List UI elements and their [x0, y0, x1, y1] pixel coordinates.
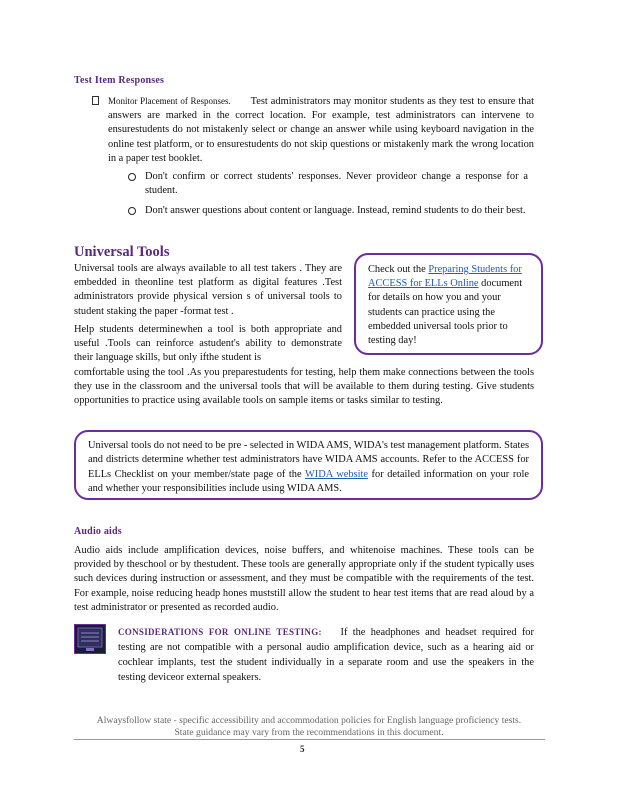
sub-bullet-2	[128, 204, 528, 218]
section-heading-universal-tools: Universal Tools	[74, 244, 170, 260]
universal-tools-para-1: Universal tools are always available to all test takers . They are embedded in theonline test platform as digital features .Test administrators provide physical version s of universal tools to student staking the paper -format test .	[74, 263, 342, 317]
square-bullet-icon	[92, 96, 99, 105]
callout-2-text-a: Universal tools do not need to be pre - selected in WIDA AMS, WIDA's test management platform. States and districts determine whether test administrators have WIDA AMS accounts. Refer to the ACCESS for ELLs Checklist on your member/state page of the	[88, 440, 529, 480]
callout-2-text-b: for detailed information on your role and whether your responsibilities include using WIDA AMS.	[88, 468, 529, 494]
considerations-text: If the headphones and headset required for testing are not compatible with a personal audio amplification device, such as a hearing aid or cochlear implants, test the student individually in a separate room and use the speakers in the testing deviceor external speakers.	[118, 627, 534, 683]
sub-bullet-1	[128, 170, 528, 198]
section-heading-test-item-responses: Test Item Responses	[74, 75, 165, 86]
universal-tools-para-2a: Help students determinewhen a tool is both appropriate and useful .Tools can reinforce astudent's ability to demonstrate their language skills, but only ifthe student is	[74, 324, 342, 364]
considerations-label: CONSIDERATIONS FOR ONLINE TESTING:	[118, 627, 322, 637]
circle-bullet-icon	[128, 207, 136, 215]
monitor-placement-bullet	[92, 94, 534, 166]
callout-wida-ams	[74, 430, 543, 500]
computer-screen-icon	[74, 624, 106, 654]
sub-bullet-1-text: Don't confirm or correct students' responses. Never provideor change a response for a student.	[145, 171, 528, 197]
footer	[74, 715, 544, 739]
page-number: 5	[300, 744, 305, 754]
circle-bullet-icon	[128, 173, 136, 181]
audio-aids-para: Audio aids include amplification devices, noise buffers, and whitenoise machines. These tools can be provided by theschool or by thestudent. These tools are generally appropriate only if the student typically uses such devices during instruction or assessment, and they must be compatible with the requirements of the test. For example, noise reducing headp hones muststill allow the student to hear test items that are read aloud by a test administrator or presented as recorded audio.	[74, 545, 534, 613]
section-heading-audio-aids: Audio aids	[74, 526, 122, 537]
universal-tools-para-2b: comfortable using the tool .As you preparestudents for testing, help them make connections between the tools they use in the classroom and the universal tools that will be available to them during testing. Give students opportunities to practice using available tools on sample items or tasks similar to testing.	[74, 367, 534, 407]
wida-website-link[interactable]: WIDA website	[304, 468, 368, 480]
footer-line-1: Alwaysfollow state - specific accessibility and accommodation policies for English language proficiency tests.	[96, 715, 522, 726]
preparing-students-link[interactable]: Preparing Students for ACCESS for ELLs Online	[368, 264, 522, 290]
callout-preparing-students	[354, 253, 543, 355]
footer-line-2: State guidance may vary from the recommendations in this document.	[174, 727, 444, 738]
considerations-block	[118, 625, 534, 685]
callout-1-prefix: Check out the	[368, 264, 426, 275]
footer-divider	[74, 739, 545, 740]
callout-1-suffix: document for details on how you and your students can practice using the embedded universal tools prior to testing day!	[368, 278, 523, 347]
sub-bullet-2-text: Don't answer questions about content or language. Instead, remind students to do their best.	[145, 205, 526, 216]
bullet-text: Test administrators may monitor students as they test to ensure that answers are marked in the correct location. For example, test administrators can intervene to ensurestudents do not mistakenly select or change an answer while using keyboard navigation in the online test platform, or to ensurestudents do not skip questions or mistakenly mark the wrong location in a paper test booklet.	[108, 96, 535, 164]
bullet-label: Monitor Placement of Responses.	[108, 96, 231, 106]
